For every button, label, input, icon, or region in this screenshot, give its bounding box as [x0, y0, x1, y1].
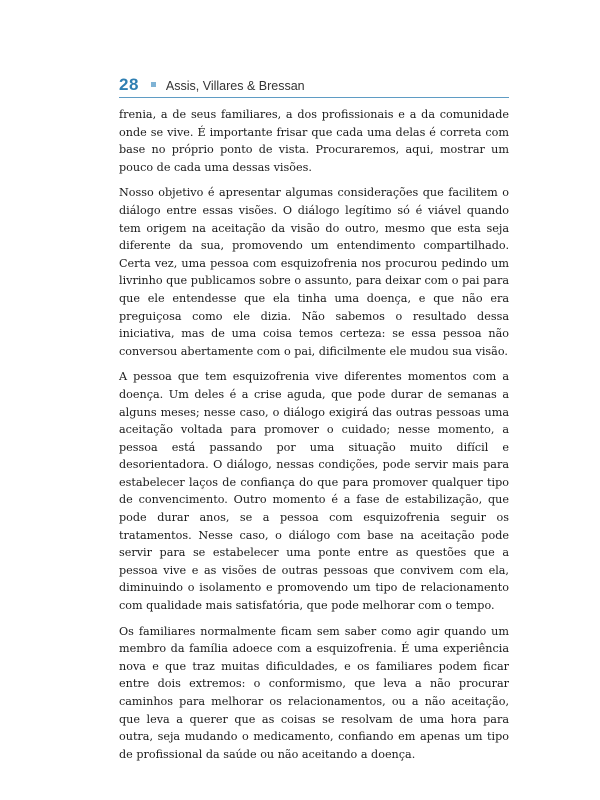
paragraph: A pessoa que tem esquizofrenia vive diferentes momentos com a doença. Um deles é a crise aguda, que pode durar de semanas a alguns meses; nesse caso, o diálogo exigirá das outras pessoas uma aceitação voltada para promover o cuidado; nesse momento, a pessoa está passando por uma situação muito difícil e desorientadora. O diálogo, nessas condições, pode servir mais para estabelecer laços de confiança do que para promover qualquer tipo de convencimento. Outro momento é a fase de estabilização, que pode durar anos, se a pessoa com esquizofrenia seguir os tratamentos. Nesse caso, o diálogo com base na aceitação pode servir para se estabelecer uma ponte entre as questões que a pessoa vive e as visões de outras pessoas que convivem com ela, diminuindo o isolamento e promovendo um tipo de relacionamento com qualidade mais satisfatória, que pode melhorar com o tempo.	[119, 370, 509, 613]
page-number: 28	[119, 75, 139, 94]
paragraph: Os familiares normalmente ficam sem saber como agir quando um membro da família adoece com a esquizofrenia. É uma experiência nova e que traz muitas dificuldades, e os familiares podem ficar entre dois extremos: o conformismo, que leva a não procurar caminhos para melhorar os relacionamentos, ou a não aceitação, que leva a querer que as coisas se resolvam de uma hora para outra, seja mudando o medicamento, confiando em apenas um tipo de profissional da saúde ou não aceitando a doença.	[119, 624, 509, 761]
running-header	[119, 75, 509, 97]
paragraph: Nosso objetivo é apresentar algumas considerações que facilitem o diálogo entre essas visões. O diálogo legítimo só é viável quando tem origem na aceitação da visão do outro, mesmo que esta seja diferente da sua, promovendo um entendimento compartilhado. Certa vez, uma pessoa com esquizofrenia nos procurou pedindo um livrinho que publicamos sobre o assunto, para deixar com o pai para que ele entendesse que ela tinha uma doença, e que não era preguiçosa como ele dizia. Não sabemos o resultado dessa iniciativa, mas de uma coisa temos certeza: se essa pessoa não conversou abertamente com o pai, dificilmente ele mudou sua visão.	[119, 186, 509, 358]
running-header-authors: Assis, Villares & Bressan	[165, 79, 305, 93]
body-text	[119, 106, 509, 771]
header-divider	[119, 97, 509, 98]
square-bullet-icon	[151, 82, 156, 87]
paragraph: frenia, a de seus familiares, a dos profissionais e a da comunidade onde se vive. É importante frisar que cada uma delas é correta com base no próprio ponto de vista. Procuraremos, aqui, mostrar um pouco de cada uma dessas visões.	[119, 108, 509, 174]
